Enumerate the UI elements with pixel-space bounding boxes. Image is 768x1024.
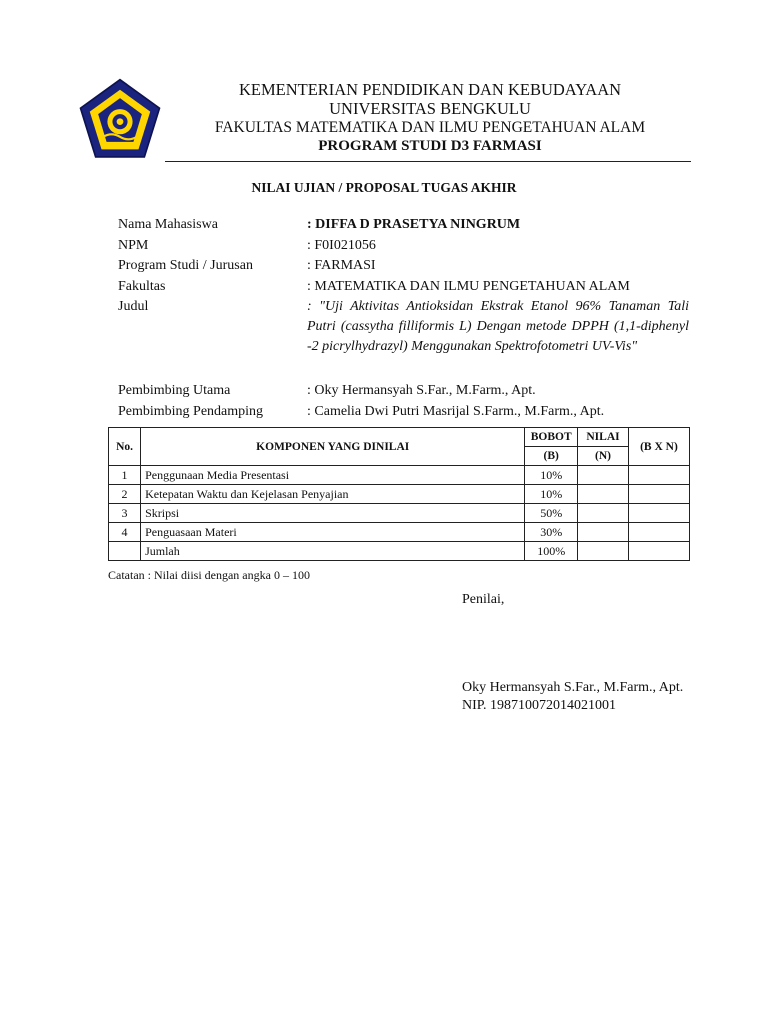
header-no: No. bbox=[109, 428, 141, 466]
pembimbing-utama-value: : Oky Hermansyah S.Far., M.Farm., Apt. bbox=[307, 383, 536, 398]
table-header-row bbox=[109, 428, 690, 447]
row-nilai-cell[interactable] bbox=[578, 523, 629, 542]
signer-name: Oky Hermansyah S.Far., M.Farm., Apt. bbox=[462, 680, 684, 695]
row-komponen: Penggunaan Media Presentasi bbox=[141, 466, 525, 485]
row-bxn-cell[interactable] bbox=[628, 523, 689, 542]
row-nilai-cell[interactable] bbox=[578, 485, 629, 504]
info-row-npm bbox=[118, 236, 698, 257]
row-bobot: 10% bbox=[525, 485, 578, 504]
row-bxn-cell[interactable] bbox=[628, 542, 689, 561]
row-komponen: Jumlah bbox=[141, 542, 525, 561]
signer-nip: NIP. 198710072014021001 bbox=[462, 698, 617, 713]
grading-note: Catatan : Nilai diisi dengan angka 0 – 100 bbox=[108, 568, 310, 582]
row-bobot: 100% bbox=[525, 542, 578, 561]
row-nilai-cell[interactable] bbox=[578, 466, 629, 485]
signer-block bbox=[462, 679, 683, 715]
fakultas-value: : MATEMATIKA DAN ILMU PENGETAHUAN ALAM bbox=[307, 278, 630, 294]
pembimbing-pendamping-value: : Camelia Dwi Putri Masrijal S.Farm., M.Farm., Apt. bbox=[307, 403, 605, 419]
npm-value: : F0I021056 bbox=[307, 237, 376, 253]
row-bxn-cell[interactable] bbox=[628, 466, 689, 485]
info-row-pembimbing-utama bbox=[118, 381, 698, 402]
header-bobot: BOBOT bbox=[525, 428, 578, 447]
info-row-fakultas bbox=[118, 277, 698, 298]
table-row-total bbox=[109, 542, 690, 561]
row-bobot: 50% bbox=[525, 504, 578, 523]
table-row bbox=[109, 466, 690, 485]
pembimbing-utama-label: Pembimbing Utama bbox=[118, 383, 231, 398]
document-title: NILAI UJIAN / PROPOSAL TUGAS AKHIR bbox=[251, 180, 517, 195]
row-no bbox=[109, 542, 141, 561]
header-nilai-sub: (N) bbox=[578, 447, 629, 466]
info-row-nama bbox=[118, 215, 698, 236]
row-nilai-cell[interactable] bbox=[578, 542, 629, 561]
university-seal-icon bbox=[78, 78, 162, 162]
info-row-prodi bbox=[118, 256, 698, 277]
student-info bbox=[118, 215, 698, 422]
table-row bbox=[109, 504, 690, 523]
fakultas-label: Fakultas bbox=[118, 278, 166, 294]
row-no: 2 bbox=[109, 485, 141, 504]
table-row bbox=[109, 523, 690, 542]
header-faculty: FAKULTAS MATEMATIKA DAN ILMU PENGETAHUAN ALAM bbox=[214, 119, 646, 136]
judul-label: Judul bbox=[118, 299, 149, 314]
row-nilai-cell[interactable] bbox=[578, 504, 629, 523]
row-komponen: Skripsi bbox=[141, 504, 525, 523]
table-row bbox=[109, 485, 690, 504]
row-bobot: 10% bbox=[525, 466, 578, 485]
row-no: 4 bbox=[109, 523, 141, 542]
header-bobot-sub: (B) bbox=[525, 447, 578, 466]
header-ministry: KEMENTERIAN PENDIDIKAN DAN KEBUDAYAAN bbox=[238, 80, 622, 99]
npm-label: NPM bbox=[118, 237, 149, 253]
header-komponen: KOMPONEN YANG DINILAI bbox=[141, 428, 525, 466]
info-row-judul bbox=[118, 297, 698, 377]
row-bxn-cell[interactable] bbox=[628, 485, 689, 504]
row-no: 1 bbox=[109, 466, 141, 485]
header-program: PROGRAM STUDI D3 FARMASI bbox=[318, 138, 542, 154]
penilai-label: Penilai, bbox=[462, 592, 505, 607]
nama-value: : DIFFA D PRASETYA NINGRUM bbox=[307, 217, 521, 232]
header-bxn: (B X N) bbox=[628, 428, 689, 466]
info-row-pembimbing-pendamping bbox=[118, 402, 698, 423]
row-bobot: 30% bbox=[525, 523, 578, 542]
prodi-label: Program Studi / Jurusan bbox=[118, 258, 253, 273]
row-no: 3 bbox=[109, 504, 141, 523]
row-komponen: Ketepatan Waktu dan Kejelasan Penyajian bbox=[141, 485, 525, 504]
row-komponen: Penguasaan Materi bbox=[141, 523, 525, 542]
header-divider bbox=[165, 161, 691, 162]
grading-table bbox=[108, 427, 690, 561]
pembimbing-pendamping-label: Pembimbing Pendamping bbox=[118, 403, 264, 419]
judul-value: : "Uji Aktivitas Antioksidan Ekstrak Etanol 96% Tanaman Tali Putri (cassytha filliformis L) Dengan metode DPPH (1,1-diphenyl -2 picrylhydrazyl) Menggunakan Spektrofotometri UV-Vis" bbox=[307, 299, 689, 354]
row-bxn-cell[interactable] bbox=[628, 504, 689, 523]
header-university: UNIVERSITAS BENGKULU bbox=[329, 99, 531, 118]
prodi-value: : FARMASI bbox=[307, 258, 376, 273]
nama-label: Nama Mahasiswa bbox=[118, 217, 218, 232]
header-nilai: NILAI bbox=[578, 428, 629, 447]
